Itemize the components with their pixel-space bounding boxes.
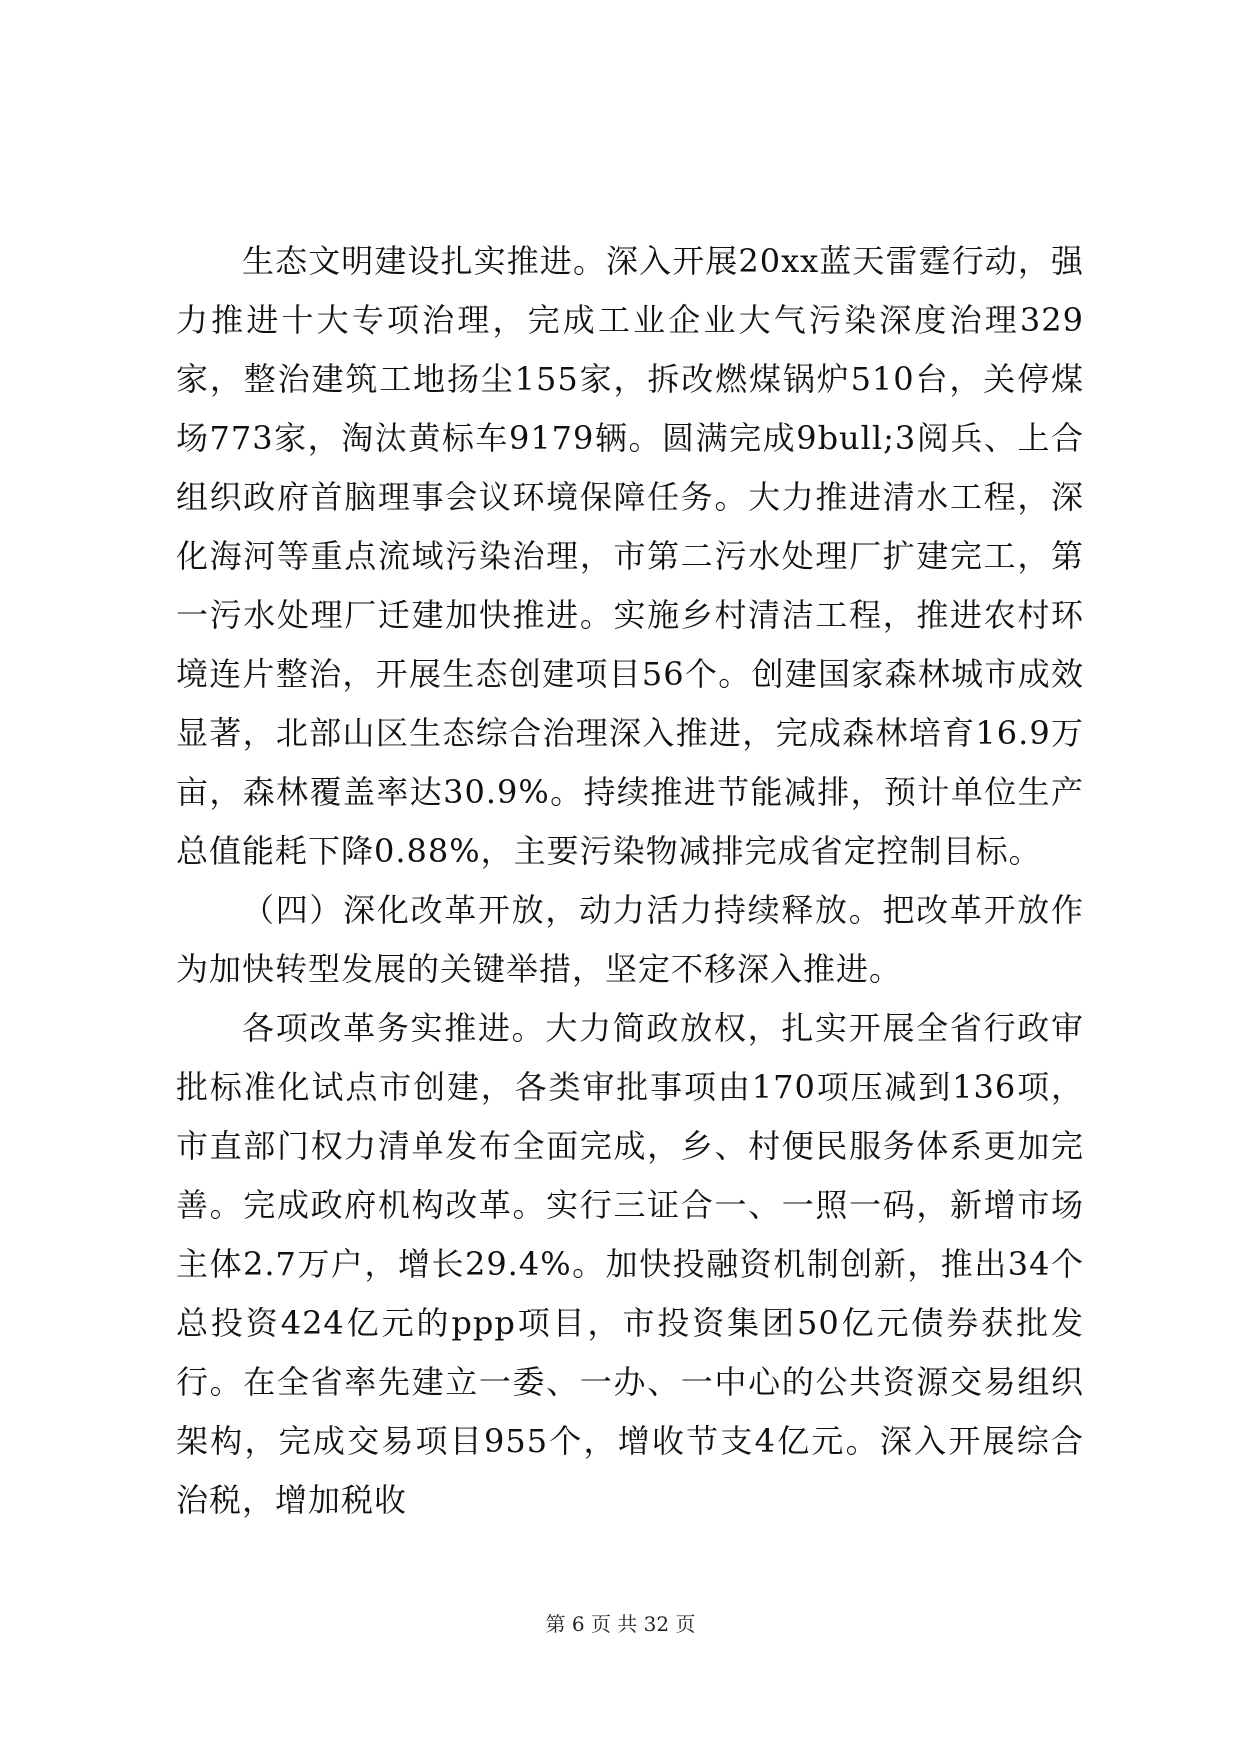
paragraph-ecology: 生态文明建设扎实推进。深入开展20xx蓝天雷霆行动，强力推进十大专项治理，完成工业企业大气污染深度治理329家，整治建筑工地扬尘155家，拆改燃煤锅炉510台，关停煤场773家，淘汰黄标车9179辆。圆满完成9bull;3阅兵、上合组织政府首脑理事会议环境保障任务。大力推进清水工程，深化海河等重点流域污染治理，市第二污水处理厂扩建完工，第一污水处理厂迁建加快推进。实施乡村清洁工程，推进农村环境连片整治，开展生态创建项目56个。创建国家森林城市成效显著，北部山区生态综合治理深入推进，完成森林培育16.9万亩，森林覆盖率达30.9%。持续推进节能减排，预计单位生产总值能耗下降0.88%，主要污染物减排完成省定控制目标。 (176, 242, 1084, 870)
page-number-footer: 第 6 页 共 32 页 (545, 1612, 696, 1636)
paragraph-reform-heading: （四）深化改革开放，动力活力持续释放。把改革开放作为加快转型发展的关键举措，坚定不移深入推进。 (176, 891, 1084, 988)
paragraph-reform-progress: 各项改革务实推进。大力简政放权，扎实开展全省行政审批标准化试点市创建，各类审批事项由170项压减到136项，市直部门权力清单发布全面完成，乡、村便民服务体系更加完善。完成政府机构改革。实行三证合一、一照一码，新增市场主体2.7万户，增长29.4%。加快投融资机制创新，推出34个总投资424亿元的ppp项目，市投资集团50亿元债券获批发行。在全省率先建立一委、一办、一中心的公共资源交易组织架构，完成交易项目955个，增收节支4亿元。深入开展综合治税，增加税收 (176, 1009, 1084, 1519)
document-body (176, 232, 1084, 1530)
